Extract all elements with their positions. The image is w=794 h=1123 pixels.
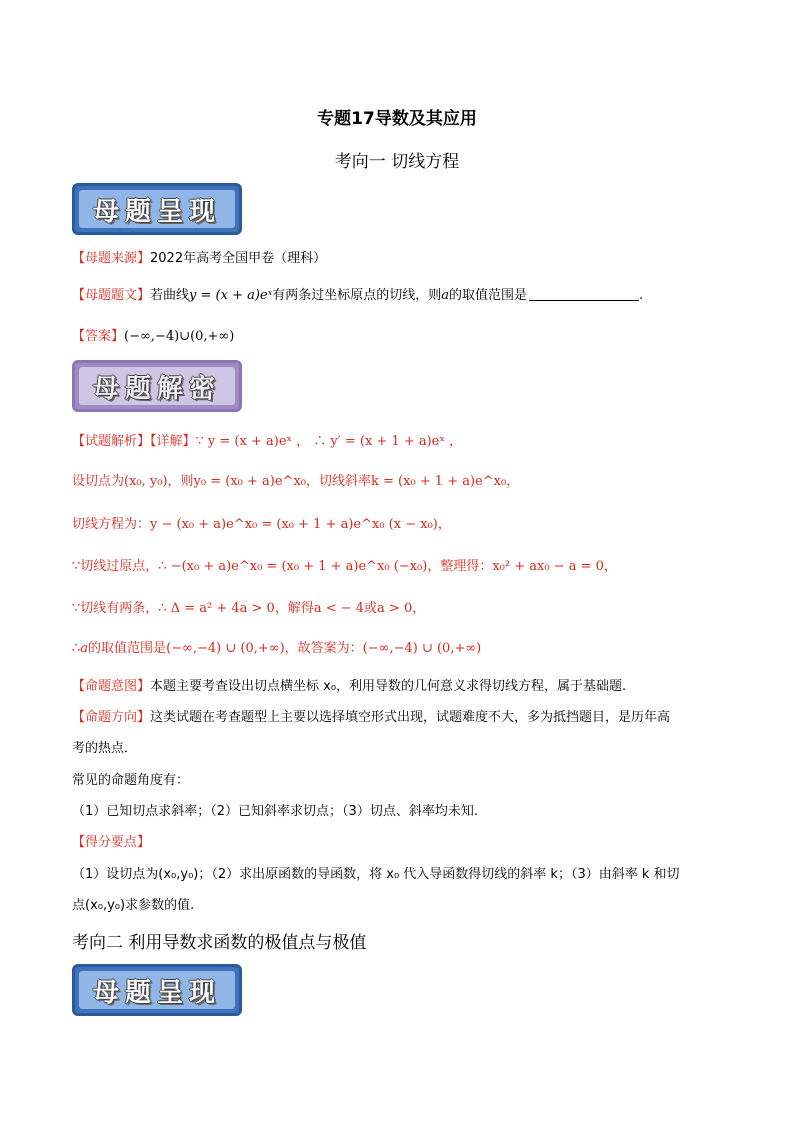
question-var: a (441, 288, 450, 303)
l2-text-g: ， (506, 474, 520, 489)
direction-label: 【命题方向】 (72, 710, 151, 725)
answer-value: (−∞,−4)∪(0,+∞) (124, 329, 235, 344)
question-end: . (639, 288, 644, 303)
direction-line-1 (72, 706, 670, 725)
l4-text-c: ，整理得： (427, 559, 493, 574)
analysis-line-3 (72, 513, 451, 532)
l6-text-a: ∴ (72, 641, 81, 656)
answer-line (72, 325, 234, 344)
direction-text-1: 这类试题在考查题型上主要以选择填空形式出现，试题难度不大，多为抵挡题目，是历年高 (150, 710, 671, 725)
question-line (72, 284, 643, 303)
analysis-line-6 (72, 637, 481, 656)
question-text-3: 的取值范围是 (449, 288, 528, 303)
badge-analysis-text: 母题解密 (92, 373, 221, 404)
answer-label: 【答案】 (72, 329, 125, 344)
badge-present-2-text: 母题呈现 (92, 977, 221, 1008)
detail-label: 【详解】 (150, 434, 196, 449)
source-label: 【母题来源】 (72, 251, 151, 266)
source-line (72, 247, 326, 266)
question-text-1: 若曲线 (150, 288, 190, 303)
question-formula: y = (x + a)eˣ (189, 288, 273, 303)
points-line-1: （1）设切点为(x₀,y₀)；（2）求出原函数的导函数，将 x₀ 代入导函数得切线的斜率 k；（3）由斜率 k 和切 (72, 867, 680, 882)
l3-math-b: y − (x₀ + a)e^x₀ = (x₀ + 1 + a)e^x₀ (x − x₀) (150, 517, 438, 532)
analysis-label: 【试题解析】 (72, 434, 151, 449)
l5-text-c: ，解得 (274, 601, 314, 616)
badge-present-2 (72, 964, 242, 1016)
direction-line-2: 考的热点． (72, 741, 138, 756)
intent-line (72, 675, 626, 694)
question-text-2: 有两条过坐标原点的切线，则 (272, 288, 442, 303)
l6-text-c: 的取值范围是 (88, 641, 167, 656)
l5-text-e: ， (412, 601, 426, 616)
l5-text-a: ∵切线有两条， (72, 601, 159, 616)
l2-text-e: ，切线斜率 (305, 474, 371, 489)
badge-present-text: 母题呈现 (92, 196, 221, 227)
l2-math-f: k = (x₀ + 1 + a)e^x₀ (371, 474, 507, 489)
page-title: 专题17导数及其应用 (317, 109, 477, 129)
analysis-line-1 (72, 430, 462, 449)
l4-text-e: ， (603, 559, 617, 574)
analysis-line-2 (72, 470, 519, 489)
points-line-2: 点(x₀,y₀)求参数的值. (72, 898, 195, 913)
l3-text-a: 切线方程为： (72, 517, 151, 532)
l4-math-d: x₀² + ax₀ − a = 0 (492, 559, 604, 574)
common-items: （1）已知切点求斜率；（2）已知斜率求切点；（3）切点、斜率均未知. (72, 804, 478, 819)
badge-analysis (72, 360, 242, 412)
intent-label: 【命题意图】 (72, 679, 151, 694)
question-label: 【母题题文】 (72, 288, 151, 303)
answer-blank (529, 288, 639, 301)
analysis-line-5 (72, 597, 425, 616)
l5-math-d: a < − 4或a > 0 (313, 601, 413, 616)
l3-text-c: ， (437, 517, 451, 532)
source-text: 2022年高考全国甲卷（理科） (150, 251, 327, 266)
common-title: 常见的命题角度有： (72, 773, 190, 788)
badge-present (72, 183, 242, 235)
l2-text-a: 设切点为 (72, 474, 125, 489)
l6-text-e: ，故答案为： (284, 641, 363, 656)
l2-text-c: ，则 (167, 474, 194, 489)
analysis-formula-1: ∵ y = (x + a)eˣ ， ∴ y′ = (x + 1 + a)eˣ ， (195, 434, 463, 449)
analysis-line-4 (72, 555, 617, 574)
points-label: 【得分要点】 (72, 835, 151, 850)
l4-math-b: ∴ −(x₀ + a)e^x₀ = (x₀ + 1 + a)e^x₀ (−x₀) (158, 559, 428, 574)
section-heading-1: 考向一 切线方程 (334, 152, 460, 172)
l4-text-a: ∵切线过原点， (72, 559, 159, 574)
l6-math-f: (−∞,−4) ∪ (0,+∞) (362, 641, 482, 656)
l2-math-b: (x₀, y₀) (124, 474, 168, 489)
l5-math-b: ∴ Δ = a² + 4a > 0 (158, 601, 275, 616)
intent-text: 本题主要考查设出切点横坐标 x₀，利用导数的几何意义求得切线方程，属于基础题. (150, 679, 627, 694)
l2-math-d: y₀ = (x₀ + a)e^x₀ (193, 474, 306, 489)
l6-math-d: (−∞,−4) ∪ (0,+∞) (166, 641, 285, 656)
section-heading-2: 考向二 利用导数求函数的极值点与极值 (72, 933, 367, 953)
l6-var: a (80, 641, 89, 656)
